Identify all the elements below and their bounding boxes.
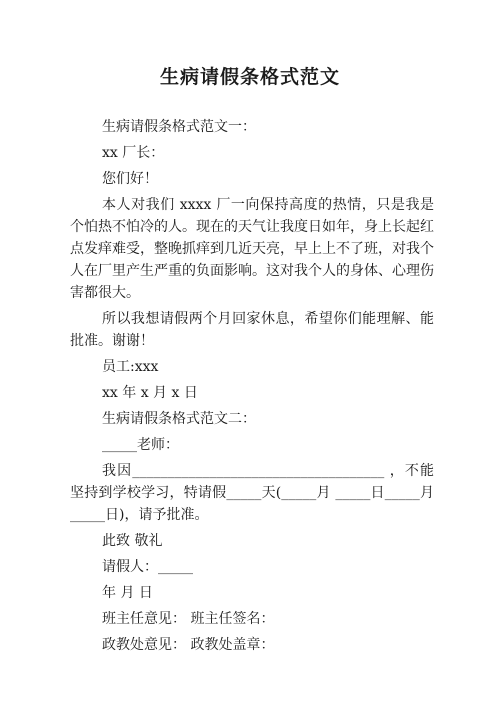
- leave-request-paragraph: 我因____________________________________ ，不能坚持到学校学习，特请假_____天(_____月 _____日_____月_____日)，请予批准。: [70, 463, 434, 523]
- signature-date: xx 年 x 月 x 日: [102, 385, 198, 401]
- document-title: 生病请假条格式范文: [159, 66, 340, 88]
- body-paragraph: 本人对我们 xxxx 厂一向保持高度的热情，只是我是个怕热不怕冷的人。现在的天气让我度日如年，身上长起红点发痒难受，整晚抓痒到几近天亮，早上上不了班，对我个人在厂里产生严重的负面影响。这对我个人的身体、心理伤害都很大。: [70, 197, 434, 301]
- salutation-teacher: _____老师：: [102, 437, 179, 453]
- class-teacher-opinion: 班主任意见： 班主任签名：: [102, 611, 275, 627]
- request-paragraph: 所以我想请假两个月回家休息，希望你们能理解、能批准。谢谢！: [70, 311, 434, 349]
- salutation-recipient: xx 厂长：: [102, 145, 165, 161]
- date-line: 年 月 日: [102, 585, 153, 601]
- section-heading-2: 生病请假条格式范文二：: [102, 411, 256, 427]
- section-heading-1: 生病请假条格式范文一：: [102, 119, 256, 135]
- signature-employee: 员工:xxx: [102, 359, 159, 375]
- closing-regards: 此致 敬礼: [102, 533, 163, 549]
- political-office-opinion: 政教处意见： 政教处盖章：: [102, 637, 275, 653]
- greeting: 您们好！: [102, 171, 158, 187]
- document-body: [70, 116, 434, 660]
- applicant-line: 请假人：_____: [102, 559, 193, 575]
